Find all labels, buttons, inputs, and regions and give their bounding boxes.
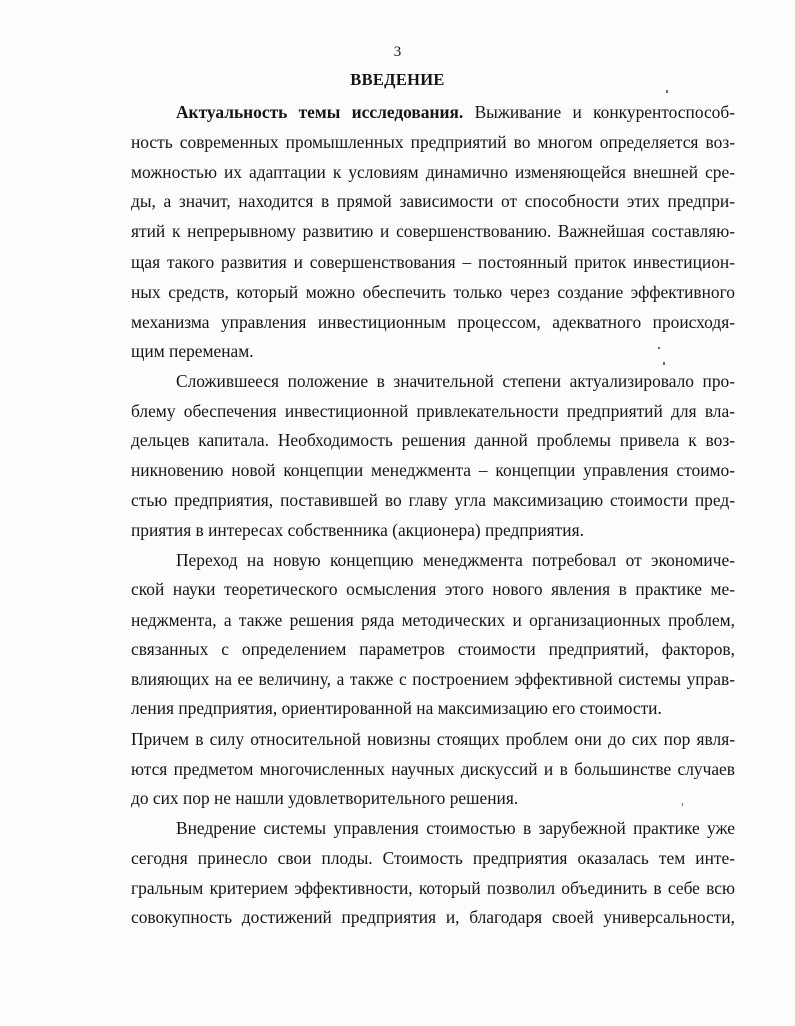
- text-line: никновению новой концепции менеджмента – концепции управления стоимо-: [131, 460, 735, 480]
- text-line-rest: Выживание и конкурентоспособ-: [463, 102, 735, 122]
- text-line: влияющих на ее величину, а также с построением эффективной системы управ-: [131, 669, 735, 689]
- text-line: [176, 101, 735, 123]
- text-line: щая такого развития и совершенствования – постоянный приток инвестицион-: [131, 252, 735, 272]
- text-line: стью предприятия, поставившей во главу угла максимизацию стоимости пред-: [131, 490, 735, 510]
- text-line: ятий к непрерывному развитию и совершенствованию. Важнейшая составляю-: [131, 221, 735, 241]
- text-line: ды, а значит, находится в прямой зависимости от способности этих предпри-: [131, 191, 735, 211]
- text-line: неджмента, а также решения ряда методических и организационных проблем,: [131, 610, 735, 630]
- text-line: совокупность достижений предприятия и, благодаря своей универсальности,: [131, 907, 735, 927]
- text-line: связанных с определением параметров стоимости предприятий, факторов,: [131, 639, 735, 659]
- text-line: приятия в интересах собственника (акционера) предприятия.: [131, 520, 584, 540]
- text-line: ются предметом многочисленных научных дискуссий и в большинстве случаев: [131, 759, 735, 779]
- text-line: ных средств, который можно обеспечить только через создание эффективного: [131, 282, 735, 302]
- text-line: дельцев капитала. Необходимость решения данной проблемы привела к воз-: [131, 430, 735, 450]
- text-line: до сих пор не нашли удовлетворительного решения.: [131, 788, 519, 808]
- text-line: сегодня принесло свои плоды. Стоимость предприятия оказалась тем инте-: [131, 848, 735, 868]
- section-heading: ВВЕДЕНИЕ: [350, 70, 445, 89]
- text-line: щим переменам.: [131, 341, 254, 361]
- text-line: механизма управления инвестиционным процессом, адекватного происходя-: [131, 312, 735, 332]
- text-line: Сложившееся положение в значительной степени актуализировало про-: [176, 371, 735, 391]
- page-number: 3: [393, 44, 402, 60]
- scan-speck: [682, 803, 683, 806]
- text-line: Причем в силу относительной новизны стоящих проблем они до сих пор явля-: [131, 729, 735, 749]
- text-line: Переход на новую концепцию менеджмента потребовал от экономиче-: [176, 550, 735, 570]
- text-line: блему обеспечения инвестиционной привлекательности предприятий для вла-: [131, 401, 735, 421]
- text-line: ления предприятия, ориентированной на максимизацию его стоимости.: [131, 698, 662, 718]
- text-line: ность современных промышленных предприятий во многом определяется воз-: [131, 132, 735, 152]
- scan-speck: [663, 362, 665, 365]
- text-line: гральным критерием эффективности, который позволил объединить в себе всю: [131, 878, 735, 898]
- text-line: Внедрение системы управления стоимостью в зарубежной практике уже: [176, 818, 735, 838]
- scan-speck: [666, 90, 668, 93]
- text-line: можностью их адаптации к условиям динамично изменяющейся внешней сре-: [131, 162, 735, 182]
- paragraph-lead: Актуальность темы исследования.: [176, 102, 464, 122]
- scan-speck: [658, 347, 660, 349]
- text-line: ской науки теоретического осмысления этого нового явления в практике ме-: [131, 579, 735, 599]
